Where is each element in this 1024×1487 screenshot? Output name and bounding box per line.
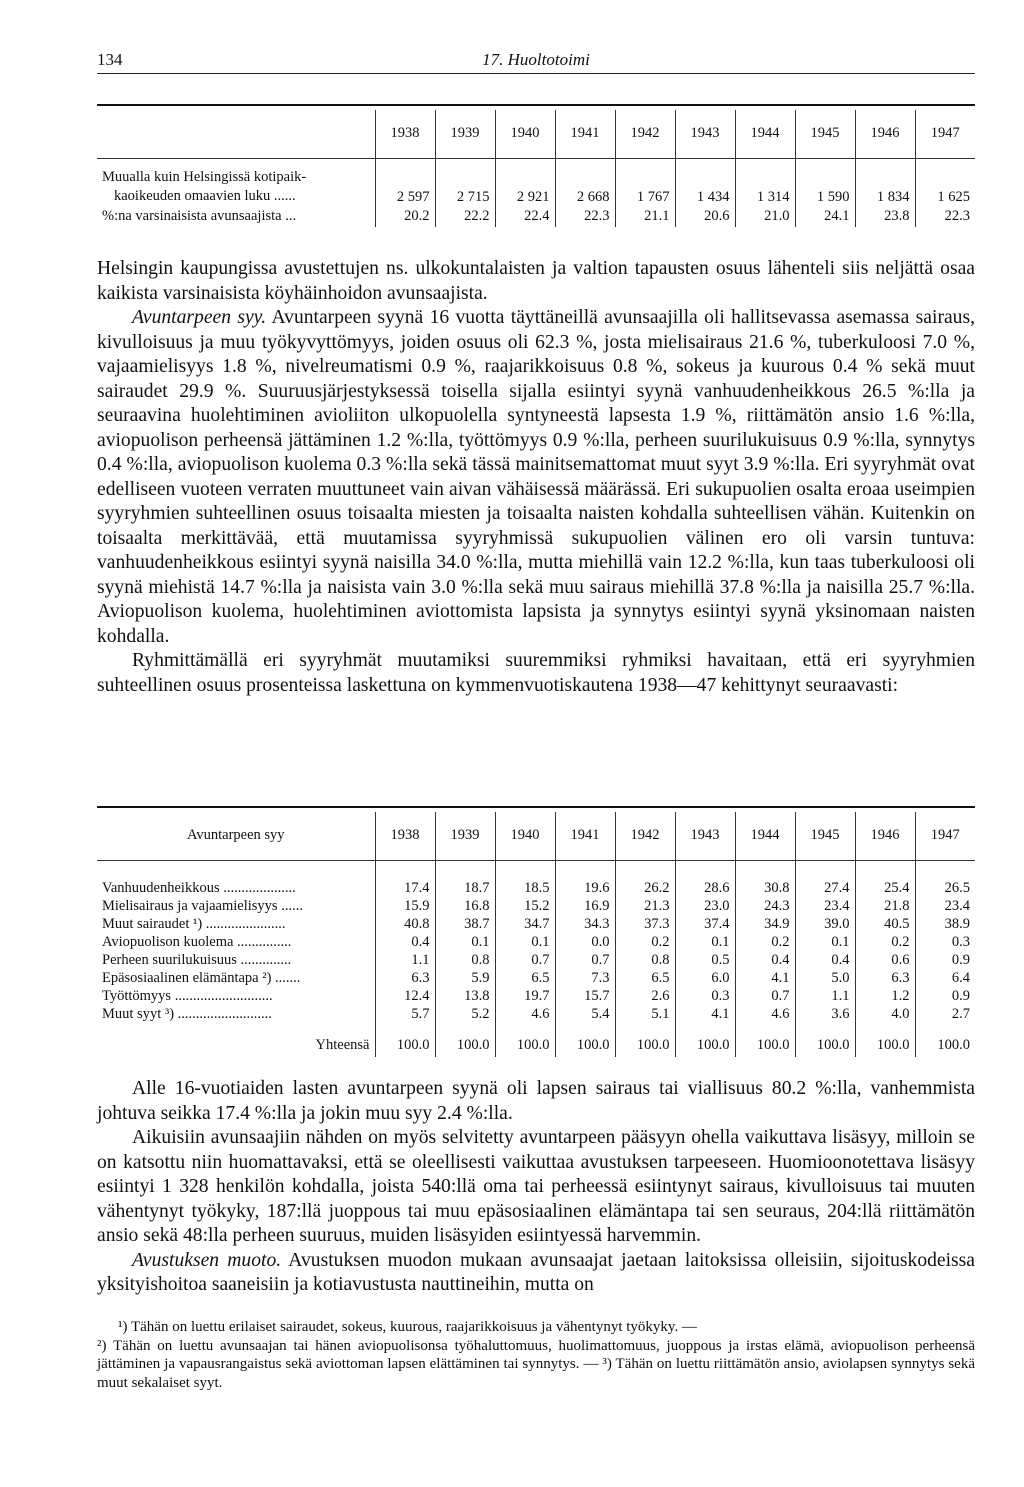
value-cell: 30.8 <box>735 879 795 897</box>
value-cell: 18.5 <box>495 879 555 897</box>
value-cell: 1 434 <box>675 168 735 206</box>
value-cell: 6.5 <box>615 969 675 987</box>
table2-header-row <box>97 812 975 860</box>
total-cell: 100.0 <box>855 1033 915 1057</box>
body-text-lower <box>97 1077 975 1298</box>
value-cell: 21.8 <box>855 897 915 915</box>
year-cell: 1944 <box>735 812 795 860</box>
value-cell: 15.7 <box>555 987 615 1005</box>
year-cell: 1940 <box>495 812 555 860</box>
value-cell: 27.4 <box>795 879 855 897</box>
value-cell: 5.2 <box>435 1005 495 1023</box>
value-cell: 5.4 <box>555 1005 615 1023</box>
total-cell: 100.0 <box>615 1033 675 1057</box>
total-label: Yhteensä <box>315 1036 370 1053</box>
total-cell: 100.0 <box>555 1033 615 1057</box>
value-cell: 4.6 <box>495 1005 555 1023</box>
value-cell: 22.4 <box>495 206 555 227</box>
value-cell: 23.4 <box>795 897 855 915</box>
table-row <box>97 951 975 969</box>
value-cell: 0.4 <box>735 951 795 969</box>
value-cell: 20.6 <box>675 206 735 227</box>
header-rule <box>97 73 975 74</box>
value-cell: 0.1 <box>795 933 855 951</box>
value-cell: 25.4 <box>855 879 915 897</box>
year-cell: 1938 <box>375 110 435 158</box>
value-cell: 13.8 <box>435 987 495 1005</box>
table1-top-rule <box>97 104 975 106</box>
chapter-title: 17. Huoltotoimi <box>482 50 590 69</box>
row-label: Perheen suurilukuisuus .............. <box>102 951 292 968</box>
value-cell: 17.4 <box>375 879 435 897</box>
value-cell: 22.3 <box>915 206 975 227</box>
footnotes <box>97 1318 975 1392</box>
year-cell: 1945 <box>795 110 855 158</box>
year-cell: 1945 <box>795 812 855 860</box>
value-cell: 4.1 <box>735 969 795 987</box>
row-label: Aviopuolison kuolema ............... <box>102 933 292 950</box>
value-cell: 12.4 <box>375 987 435 1005</box>
value-cell: 2 715 <box>435 168 495 206</box>
value-cell: 24.1 <box>795 206 855 227</box>
value-cell: 3.6 <box>795 1005 855 1023</box>
value-cell: 1 590 <box>795 168 855 206</box>
total-cell: 100.0 <box>375 1033 435 1057</box>
value-cell: 37.3 <box>615 915 675 933</box>
value-cell: 15.2 <box>495 897 555 915</box>
value-cell: 38.7 <box>435 915 495 933</box>
value-cell: 0.5 <box>675 951 735 969</box>
value-cell: 0.1 <box>675 933 735 951</box>
value-cell: 4.0 <box>855 1005 915 1023</box>
year-cell: 1938 <box>375 812 435 860</box>
row-label: Mielisairaus ja vajaamielisyys ...... <box>102 897 303 914</box>
table-outside-residents <box>97 110 975 227</box>
value-cell: 2.6 <box>615 987 675 1005</box>
value-cell: 34.7 <box>495 915 555 933</box>
value-cell: 38.9 <box>915 915 975 933</box>
value-cell: 1 625 <box>915 168 975 206</box>
page-header <box>97 50 975 74</box>
row-label-line: kaoikeuden omaavien luku ...... <box>114 188 296 204</box>
value-cell: 5.0 <box>795 969 855 987</box>
body-text-upper <box>97 257 975 698</box>
value-cell: 0.4 <box>795 951 855 969</box>
value-cell: 22.3 <box>555 206 615 227</box>
value-cell: 0.2 <box>735 933 795 951</box>
value-cell: 40.5 <box>855 915 915 933</box>
section-heading: Avustuksen muoto. <box>132 1249 282 1271</box>
year-cell: 1941 <box>555 812 615 860</box>
total-cell: 100.0 <box>675 1033 735 1057</box>
total-cell: 100.0 <box>435 1033 495 1057</box>
year-cell: 1939 <box>435 110 495 158</box>
year-cell: 1944 <box>735 110 795 158</box>
value-cell: 6.0 <box>675 969 735 987</box>
value-cell: 23.4 <box>915 897 975 915</box>
year-cell: 1943 <box>675 812 735 860</box>
value-cell: 6.5 <box>495 969 555 987</box>
value-cell: 18.7 <box>435 879 495 897</box>
table-causes-of-need <box>97 812 975 1057</box>
value-cell: 2 921 <box>495 168 555 206</box>
value-cell: 4.6 <box>735 1005 795 1023</box>
value-cell: 0.4 <box>375 933 435 951</box>
row-label: %:na varsinaisista avunsaajista ... <box>102 208 297 224</box>
value-cell: 21.3 <box>615 897 675 915</box>
value-cell: 2 668 <box>555 168 615 206</box>
value-cell: 7.3 <box>555 969 615 987</box>
value-cell: 39.0 <box>795 915 855 933</box>
value-cell: 16.8 <box>435 897 495 915</box>
value-cell: 37.4 <box>675 915 735 933</box>
total-cell: 100.0 <box>735 1033 795 1057</box>
value-cell: 0.6 <box>855 951 915 969</box>
value-cell: 4.1 <box>675 1005 735 1023</box>
row-label: Epäsosiaalinen elämäntapa ²) ....... <box>102 969 301 986</box>
table1-row-count <box>97 168 975 206</box>
value-cell: 23.8 <box>855 206 915 227</box>
value-cell: 5.1 <box>615 1005 675 1023</box>
paragraph-avustuksen-muoto: Avustuksen muoto. Avustuksen muodon mukaan avunsaajat jaetaan laitoksissa olleisiin, sijoituskodeissa yksityishoitoa saaneisiin ja kotiavustusta nauttineihin, mutta on <box>97 1249 975 1295</box>
value-cell: 40.8 <box>375 915 435 933</box>
row-label: Vanhuudenheikkous .................... <box>102 879 296 896</box>
footnote-1: ¹) Tähän on luettu erilaiset sairaudet, sokeus, kuurous, raajarikkoisuus ja vähentynyt työkyky. — <box>118 1319 697 1335</box>
value-cell: 19.6 <box>555 879 615 897</box>
table-row <box>97 1005 975 1023</box>
value-cell: 28.6 <box>675 879 735 897</box>
value-cell: 26.5 <box>915 879 975 897</box>
value-cell: 0.3 <box>915 933 975 951</box>
year-cell: 1942 <box>615 812 675 860</box>
value-cell: 0.9 <box>915 987 975 1005</box>
paragraph: Aikuisiin avunsaajiin nähden on myös selvitetty avuntarpeen pääsyyn ohella vaikuttava lisäsyy, milloin se on katsottu niin huomattavaksi, että se oleellisesti vaikuttaa avustuksen tarpeeseen. Huomioonotettava lisäsyy esiintyi 1 328 henkilön kohdalla, joista 540:llä oma tai perheessä esiintynyt sairaus, kivulloisuus tai muuten vähentynyt työkyky, 187:llä juoppous tai muu epäsosiaalinen elämäntapa tai sen seuraus, 204:llä riittämätön ansio sekä 48:lla perheen suuruus, muiden lisäsyiden esiintyessä harvemmin. <box>97 1127 975 1246</box>
section-heading: Avuntarpeen syy. <box>132 307 267 328</box>
value-cell: 20.2 <box>375 206 435 227</box>
value-cell: 6.4 <box>915 969 975 987</box>
value-cell: 34.9 <box>735 915 795 933</box>
table-row <box>97 987 975 1005</box>
value-cell: 0.8 <box>615 951 675 969</box>
value-cell: 1.1 <box>375 951 435 969</box>
row-label: Muut sairaudet ¹) ...................... <box>102 915 286 932</box>
paragraph-avuntarpeen-syy: Avuntarpeen syy. Avuntarpeen syynä 16 vuotta täyttäneillä avunsaajilla oli hallitsevassa asemassa sairaus, kivulloisuus ja muu työkyvyttömyys, joiden osuus oli 62.3 %, josta mielisairaus 21.6 %, tuberkuloosi 7.0 %, vajaamielisyys 1.8 %, nivelreumatismi 0.9 %, raajarikkoisuus 0.8 %, sokeus ja kuurous 0.4 % sekä muut sairaudet 29.9 %. Suuruusjärjestyksessä toisella sijalla esiintyi syynä vanhuudenheikkous 26.5 %:lla ja seuraavina huolehtiminen avioliiton ulkopuolella syntyneestä lapsesta 1.9 %, riittämätön ansio 1.6 %:lla, aviopuolison perheensä jättäminen 1.2 %:lla, työttömyys 0.9 %:lla, perheen suurilukuisuus 0.9 %:lla, synnytys 0.4 %:lla, aviopuolison kuolema 0.3 %:lla sekä tässä mainitsemattomat muut syyt 3.9 %:lla. Eri syyryhmät ovat edelliseen vuoteen verraten muuttuneet vain aivan vähäisessä määrässä. Eri sukupuolien osalta eroaa useimpien syyryhmien suhteellinen osuus toisaalta miesten ja toisaalta naisten kohdalla suhteellisen vähän. Kuitenkin on toisaalta merkittävää, että muutamissa syyryhmissä sukupuolien välinen ero oli varsin tuntuva: vanhuudenheikkous esiintyi syynä naisilla 34.0 %:lla, mutta miehillä vain 12.2 %:lla, kun taas tuberkuloosi oli syynä miehistä 14.7 %:lla ja naisista vain 3.0 %:lla sekä muu sairaus miehillä 37.8 %:lla ja naisilla 25.7 %:lla. Aviopuolison kuolema, huolehtiminen aviottomista lapsista ja synnytys esiintyi syynä yksinomaan naisten kohdalla. <box>97 307 975 647</box>
table1-header-row <box>97 110 975 158</box>
value-cell: 0.2 <box>615 933 675 951</box>
value-cell: 5.7 <box>375 1005 435 1023</box>
value-cell: 0.8 <box>435 951 495 969</box>
paragraph: Helsingin kaupungissa avustettujen ns. ulkokuntalaisten ja valtion tapausten osuus lähenteli siis neljättä osaa kaikista varsinaisista köyhäinhoidon avunsaajista. <box>97 258 975 304</box>
value-cell: 0.9 <box>915 951 975 969</box>
table2-top-rule <box>97 806 975 808</box>
value-cell: 1.1 <box>795 987 855 1005</box>
table-row <box>97 879 975 897</box>
table-row <box>97 897 975 915</box>
total-cell: 100.0 <box>495 1033 555 1057</box>
row-label: Työttömyys ........................... <box>102 987 273 1004</box>
value-cell: 0.1 <box>435 933 495 951</box>
page-number: 134 <box>97 50 123 69</box>
table-row <box>97 969 975 987</box>
value-cell: 34.3 <box>555 915 615 933</box>
value-cell: 5.9 <box>435 969 495 987</box>
value-cell: 16.9 <box>555 897 615 915</box>
total-cell: 100.0 <box>915 1033 975 1057</box>
value-cell: 0.7 <box>735 987 795 1005</box>
row-label-line: Muualla kuin Helsingissä kotipaik- <box>102 169 307 185</box>
footnote-2: ²) Tähän on luettu avunsaajan tai hänen aviopuolisonsa työhaluttomuus, huolimattomuus, juoppous ja irstas elämä, aviopuolison perheensä jättäminen ja vapausrangaistus sekä aviottoman lapsen elättäminen tai synnytys. — ³) Tähän on luettu riittämätön ansio, aviolapsen synnytys sekä muut sekalaiset syyt. <box>97 1337 975 1391</box>
value-cell: 1 314 <box>735 168 795 206</box>
table2-total-row <box>97 1033 975 1057</box>
total-cell: 100.0 <box>795 1033 855 1057</box>
value-cell: 0.1 <box>495 933 555 951</box>
table-row <box>97 915 975 933</box>
value-cell: 21.1 <box>615 206 675 227</box>
value-cell: 6.3 <box>375 969 435 987</box>
year-cell: 1941 <box>555 110 615 158</box>
value-cell: 0.7 <box>555 951 615 969</box>
column-header: Avuntarpeen syy <box>186 827 285 844</box>
year-cell: 1946 <box>855 110 915 158</box>
value-cell: 15.9 <box>375 897 435 915</box>
table2-body <box>97 879 975 1023</box>
year-cell: 1942 <box>615 110 675 158</box>
year-cell: 1940 <box>495 110 555 158</box>
value-cell: 1 767 <box>615 168 675 206</box>
year-cell: 1939 <box>435 812 495 860</box>
value-cell: 2.7 <box>915 1005 975 1023</box>
row-label: Muut syyt ³) .......................... <box>102 1005 272 1022</box>
value-cell: 19.7 <box>495 987 555 1005</box>
paragraph: Ryhmittämällä eri syyryhmät muutamiksi suuremmiksi ryhmiksi havaitaan, että eri syyryhmien suhteellinen osuus prosenteissa laskettuna on kymmenvuotiskautena 1938—47 kehittynyt seuraavasti: <box>97 650 975 696</box>
table1-row-percent <box>97 206 975 227</box>
value-cell: 1.2 <box>855 987 915 1005</box>
table-row <box>97 933 975 951</box>
value-cell: 0.7 <box>495 951 555 969</box>
year-cell: 1943 <box>675 110 735 158</box>
value-cell: 6.3 <box>855 969 915 987</box>
year-cell: 1947 <box>915 110 975 158</box>
value-cell: 23.0 <box>675 897 735 915</box>
year-cell: 1947 <box>915 812 975 860</box>
value-cell: 0.2 <box>855 933 915 951</box>
value-cell: 2 597 <box>375 168 435 206</box>
value-cell: 0.0 <box>555 933 615 951</box>
value-cell: 26.2 <box>615 879 675 897</box>
value-cell: 21.0 <box>735 206 795 227</box>
value-cell: 0.3 <box>675 987 735 1005</box>
value-cell: 22.2 <box>435 206 495 227</box>
value-cell: 24.3 <box>735 897 795 915</box>
value-cell: 1 834 <box>855 168 915 206</box>
year-cell: 1946 <box>855 812 915 860</box>
paragraph: Alle 16-vuotiaiden lasten avuntarpeen syynä oli lapsen sairaus tai viallisuus 80.2 %:lla, vanhemmista johtuva seikka 17.4 %:lla ja jokin muu syy 2.4 %:lla. <box>97 1078 975 1124</box>
